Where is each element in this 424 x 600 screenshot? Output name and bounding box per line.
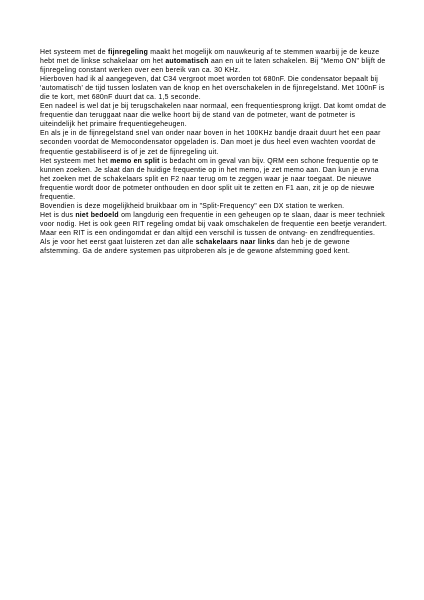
text-run: is bedacht om in geval van bijv. QRM een schone frequentie op te kunnen zoeken. Je slaat dan de huidige frequentie op in het memo, je zet memo aan. Dan kun je ervna het zoeken met de schakelaars split en F2 naar terug om te zeggen waar je naar toegaat. De nieuwe frequentie wordt door de potmeter onthouden en door split uit te zetten en F1 aan, zit je op de nieuwe frequentie.	[40, 157, 379, 201]
text-run: Hierboven had ik al aangegeven, dat C34 vergroot moet worden tot 680nF. Die condensator bepaalt bij 'automatisch' de tijd tussen loslaten van de knop en het overschakelen in de fijnregelstand. Met 100nF is die te kort, met 680nF duurt dat ca. 1,5 seconde.	[40, 76, 385, 102]
text-run: Het systeem met het	[40, 157, 111, 165]
paragraph	[40, 129, 388, 156]
bold-text: schakelaars naar links	[195, 238, 275, 246]
text-run: Een nadeel is wel dat je bij terugschakelen naar normaal, een frequentiesprong krijgt. Dat komt omdat de frequentie dan teruggaat naar die welke hoort bij de stand van de potmeter, want de potmeter is uiteindelijk het primaire frequentiegeheugen.	[40, 103, 387, 129]
bold-text: niet bedoeld	[75, 211, 119, 219]
paragraph	[40, 202, 388, 211]
text-run: Het is dus	[40, 211, 76, 219]
bold-text: memo en split	[110, 157, 160, 165]
paragraph	[40, 238, 388, 256]
paragraph	[40, 102, 388, 129]
paragraph	[40, 211, 388, 238]
document-body	[40, 48, 388, 256]
text-run: Bovendien is deze mogelijkheid bruikbaar om in "Split-Frequency" een DX station te werken.	[40, 202, 345, 210]
text-run: maakt het mogelijk om nauwkeurig af te stemmen waarbij je de keuze hebt met de linkse schakelaar om het	[40, 49, 380, 66]
text-run: Als je voor het eerst gaat luisteren zet dan alle	[40, 238, 196, 246]
text-run: Het systeem met de	[40, 49, 108, 56]
paragraph	[40, 75, 388, 102]
text-run: om langdurig een frequentie in een geheugen op te slaan, daar is meer techniek voor nodig. Het is ook geen RIT regeling omdat bij vaak omschakelen de frequentie een beetje verandert. Maar een RIT is een ondingomdat er dan altijd een verschil is tussen de ontvang- en zendfrequenties.	[40, 211, 387, 237]
bold-text: fijnregeling	[107, 49, 149, 56]
bold-text: automatisch	[165, 58, 209, 66]
paragraph	[40, 157, 388, 202]
text-run: dan heb je de gewone afstemming. Ga de andere systemen pas uitproberen als je de gewone afstemming goed kent.	[40, 238, 351, 256]
text-run: En als je in de fijnregelstand snel van onder naar boven in het 100KHz bandje draait duurt het een paar seconden voordat de Memocondensator opgeladen is. Dan moet je dus heel even wachten voordat de frequentie gestabiliseerd is of je zet de fijnregeling uit.	[40, 130, 381, 156]
paragraph	[40, 48, 388, 75]
text-run: aan en uit te laten schakelen. Bij "Memo ON" blijft de fijnregeling constant werken over een bereik van ca. 30 KHz.	[40, 58, 386, 75]
